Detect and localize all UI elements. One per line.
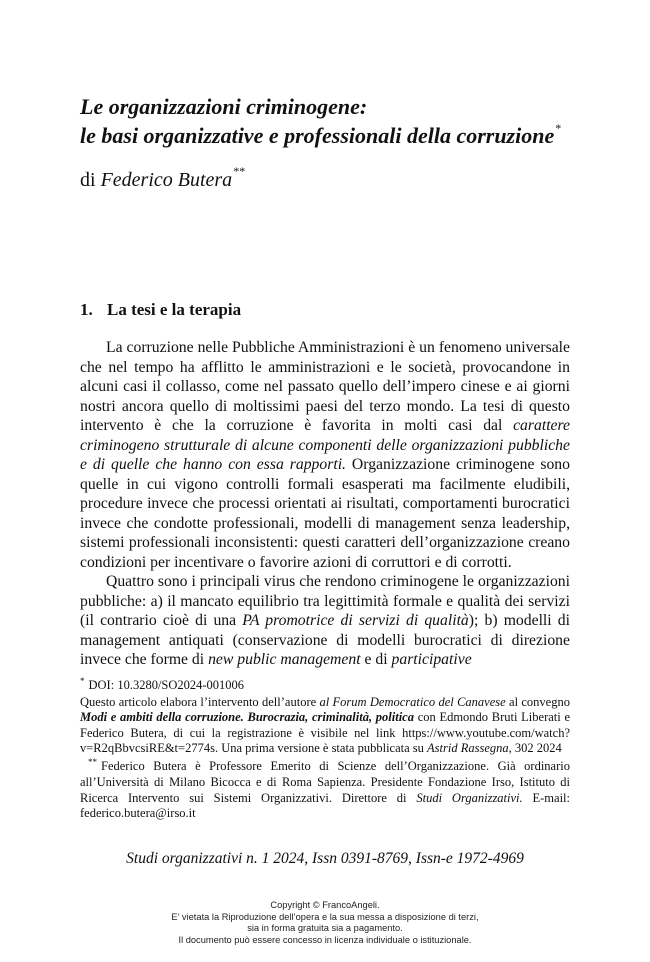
footnote-2 [80,756,570,822]
p1-italic-1: carattere criminogeno strutturale di alcune componenti delle organizzazioni pubbliche e di quelle che hanno con essa rapporti. [80,417,570,473]
p2-italic-1: PA promotrice di servizi di qualità [242,612,469,629]
fn1-text-3: con Edmondo Bruti Liberati e Federico Butera, di cui la registrazione è visibile nel link https://www.youtube.com/watch?v=R2qBbvcsiRE&t=2774s. Una prima versione è stata pubblicata su [80,710,570,755]
p2-text-3: e di [360,651,392,668]
author-footnote-marker: ** [233,164,246,178]
p1-text-2: Organizzazione criminogene sono quelle in cui vigono controlli formali esasperati ma facilmente eludibili, procedure invece che processi orientati ai risultati, comportamenti burocratici invece che condotte professionali, modelli di management senza leadership, sistemi professionali inconsistenti: questi caratteri dell’organizzazione creano condizioni per incentivare o favorire azioni di corruttori e di corrotti. [80,456,570,571]
footnote-1-marker: * [80,676,85,686]
fn1-text-1: Questo articolo elabora l’intervento dell’autore [80,694,320,709]
copyright-line-1: Copyright © FrancoAngeli. [270,900,380,910]
fn1-italic-2: Astrid Rassegna [427,741,509,755]
copyright-notice [0,900,650,946]
fn2-text-1: Federico Butera è Professore Emerito di Scienze dell’Organizzazione. Già ordinario all’Università di Milano Bicocca e di Roma Sapienza. Presidente Fondazione Irso, Istituto di Ricerca Intervento sui Sistemi Organizzativi. Direttore di [80,758,570,805]
copyright-line-2: E’ vietata la Riproduzione dell’opera e la sua messa a disposizione di terzi, [171,911,479,922]
author-line [80,164,246,194]
title-footnote-marker: * [555,121,562,135]
footnotes [80,678,570,822]
fn1-text-4: , 302 2024 [508,741,562,755]
footnote-2-marker: ** [88,756,97,767]
fn2-text-2: E-mail: federico.butera@irso.it [80,790,570,820]
fn2-italic-1: Studi Organizzativi. [416,790,523,805]
fn1-bold-title: Modi e ambiti della corruzione. Burocrazia, criminalità, politica [80,710,414,724]
paragraph-2 [80,572,570,670]
author-name: Federico Butera [100,169,233,191]
p2-italic-3: participative [391,651,472,668]
p1-text-1: La corruzione nelle Pubbliche Amministrazioni è un fenomeno universale che nel tempo ha afflitto le amministrazioni e le società, provocandone in alcuni casi il collasso, come nel passato quello dell’impero cinese e ai giorni nostri ancora quello di moltissimi paesi del terzo mondo. La tesi di questo intervento è che la corruzione è favorita in molti casi dal [80,339,570,434]
journal-citation: Studi organizzativi n. 1 2024, Issn 0391-8769, Issn-e 1972-4969 [126,850,524,867]
title-line-2 [80,121,580,154]
section-title: La tesi e la terapia [107,300,242,319]
footnote-1-doi-text: DOI: 10.3280/SO2024-001006 [88,678,245,692]
copyright-line-3: sia in forma gratuita sia a pagamento. [247,923,403,934]
section-heading [80,300,241,320]
copyright-line-4: Il documento può essere concesso in licenza individuale o istituzionale. [178,934,472,945]
title-line-1: Le organizzazioni criminogene: [80,94,368,119]
p2-text-1: Quattro sono i principali virus che rendono criminogene le organizzazioni pubbliche: a) il mancato equilibrio tra legittimità formale e qualità dei servizi (il contrario cioè di una [80,573,570,629]
paragraph-1 [80,338,570,572]
p2-italic-2: new public management [208,651,361,668]
author-prefix: di [80,169,96,191]
footnote-1-body [80,695,570,757]
section-number: 1. [80,300,93,319]
p2-text-2: ); b) modelli di management antiquati (conservazione di modelli burocratici di direzione invece che forme di [80,612,570,668]
fn1-italic-1: al Forum Democratico del Canavese [319,694,506,709]
article-title [80,92,580,154]
body-text [80,338,570,670]
fn1-text-2: al convegno [505,694,570,709]
footnote-1-doi [80,678,570,695]
title-line-2-text: le basi organizzative e professionali della corruzione [80,123,555,148]
